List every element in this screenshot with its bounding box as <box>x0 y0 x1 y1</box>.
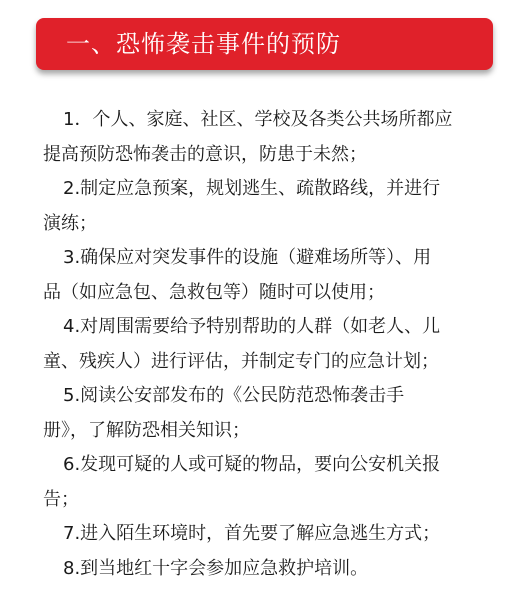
list-item-line: 1．个人、家庭、社区、学校及各类公共场所都应 <box>63 109 453 130</box>
list-item-line: 8.到当地红十字会参加应急救护培训。 <box>63 557 369 579</box>
list-item-line: 告； <box>43 488 79 510</box>
list-item-line: 4.对周围需要给予特别帮助的人群（如老人、儿 <box>63 316 441 337</box>
list-item <box>43 448 513 517</box>
list-item-line: 演练； <box>43 212 97 234</box>
list-item <box>43 241 513 310</box>
list-item-line: 7.进入陌生环境时，首先要了解应急逃生方式； <box>63 523 441 544</box>
list-item-line: 童、残疾人）进行评估，并制定专门的应急计划； <box>43 350 439 372</box>
list-item-line: 品（如应急包、急救包等）随时可以使用； <box>43 281 385 303</box>
list-item <box>43 310 513 379</box>
prevention-list <box>43 103 513 586</box>
section-title: 一、恐怖袭击事件的预防 <box>66 30 341 58</box>
list-item <box>43 103 513 172</box>
list-item-line: 2.制定应急预案，规划逃生、疏散路线，并进行 <box>63 178 441 199</box>
list-item-line: 5.阅读公安部发布的《公民防范恐怖袭击手 <box>63 385 405 406</box>
section-header-banner <box>36 18 493 70</box>
list-item-line: 6.发现可疑的人或可疑的物品，要向公安机关报 <box>63 454 441 475</box>
list-item <box>43 517 513 552</box>
list-item-line: 3.确保应对突发事件的设施（避难场所等）、用 <box>63 247 432 268</box>
list-item-line: 册》，了解防恐相关知识； <box>43 419 250 441</box>
list-item-line: 提高预防恐怖袭击的意识，防患于未然； <box>43 143 367 165</box>
list-item <box>43 379 513 448</box>
list-item <box>43 552 513 587</box>
list-item <box>43 172 513 241</box>
